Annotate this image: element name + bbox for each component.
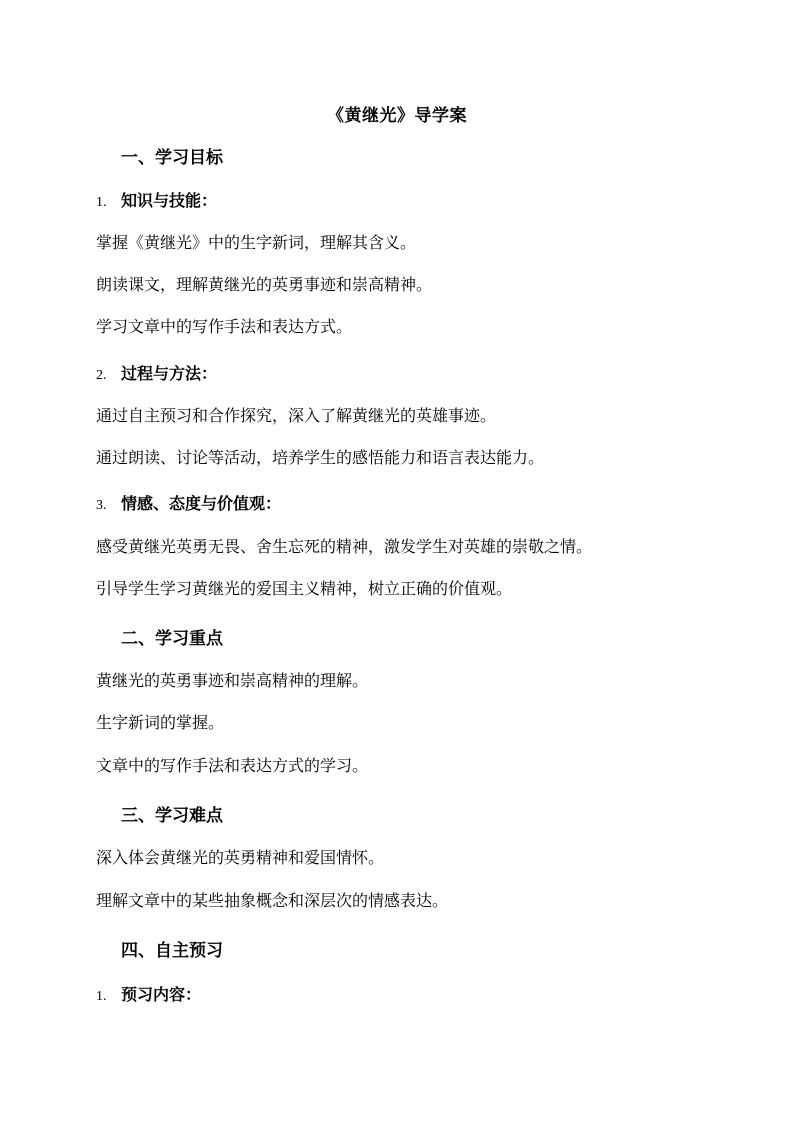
paragraph-line: 感受黄继光英勇无畏、舍生忘死的精神，激发学生对英雄的崇敬之情。 bbox=[96, 537, 593, 556]
paragraph-line: 引导学生学习黄继光的爱国主义精神，树立正确的价值观。 bbox=[96, 579, 513, 598]
subheading-label: 预习内容： bbox=[121, 985, 202, 1004]
subheading-preview-content bbox=[96, 983, 201, 1009]
subheading-knowledge-skills bbox=[96, 189, 217, 215]
subheading-number: 1. bbox=[96, 989, 107, 1004]
paragraph-line: 生字新词的掌握。 bbox=[96, 713, 225, 732]
document-title: 《黄继光》导学案 bbox=[327, 106, 467, 126]
subheading-emotion-values bbox=[96, 492, 281, 518]
subheading-process-methods bbox=[96, 362, 217, 388]
paragraph-line: 学习文章中的写作手法和表达方式。 bbox=[96, 317, 353, 336]
paragraph-line: 通过自主预习和合作探究，深入了解黄继光的英雄事迹。 bbox=[96, 406, 497, 425]
section-heading-difficulties: 三、学习难点 bbox=[121, 806, 223, 826]
paragraph-line: 通过朗读、讨论等活动，培养学生的感悟能力和语言表达能力。 bbox=[96, 448, 545, 467]
subheading-label: 情感、态度与价值观： bbox=[121, 494, 282, 513]
paragraph-line: 理解文章中的某些抽象概念和深层次的情感表达。 bbox=[96, 891, 449, 910]
subheading-number: 2. bbox=[96, 368, 107, 383]
section-heading-key-points: 二、学习重点 bbox=[121, 629, 223, 649]
subheading-label: 知识与技能： bbox=[121, 191, 218, 210]
paragraph-line: 黄继光的英勇事迹和崇高精神的理解。 bbox=[96, 671, 369, 690]
paragraph-line: 朗读课文，理解黄继光的英勇事迹和崇高精神。 bbox=[96, 275, 433, 294]
paragraph-line: 深入体会黄继光的英勇精神和爱国情怀。 bbox=[96, 848, 385, 867]
subheading-number: 3. bbox=[96, 498, 107, 513]
section-heading-self-preview: 四、自主预习 bbox=[121, 941, 223, 961]
subheading-number: 1. bbox=[96, 195, 107, 210]
paragraph-line: 文章中的写作手法和表达方式的学习。 bbox=[96, 756, 369, 775]
section-heading-learning-goals: 一、学习目标 bbox=[121, 148, 223, 168]
paragraph-line: 掌握《黄继光》中的生字新词，理解其含义。 bbox=[96, 233, 417, 252]
subheading-label: 过程与方法： bbox=[121, 364, 218, 383]
